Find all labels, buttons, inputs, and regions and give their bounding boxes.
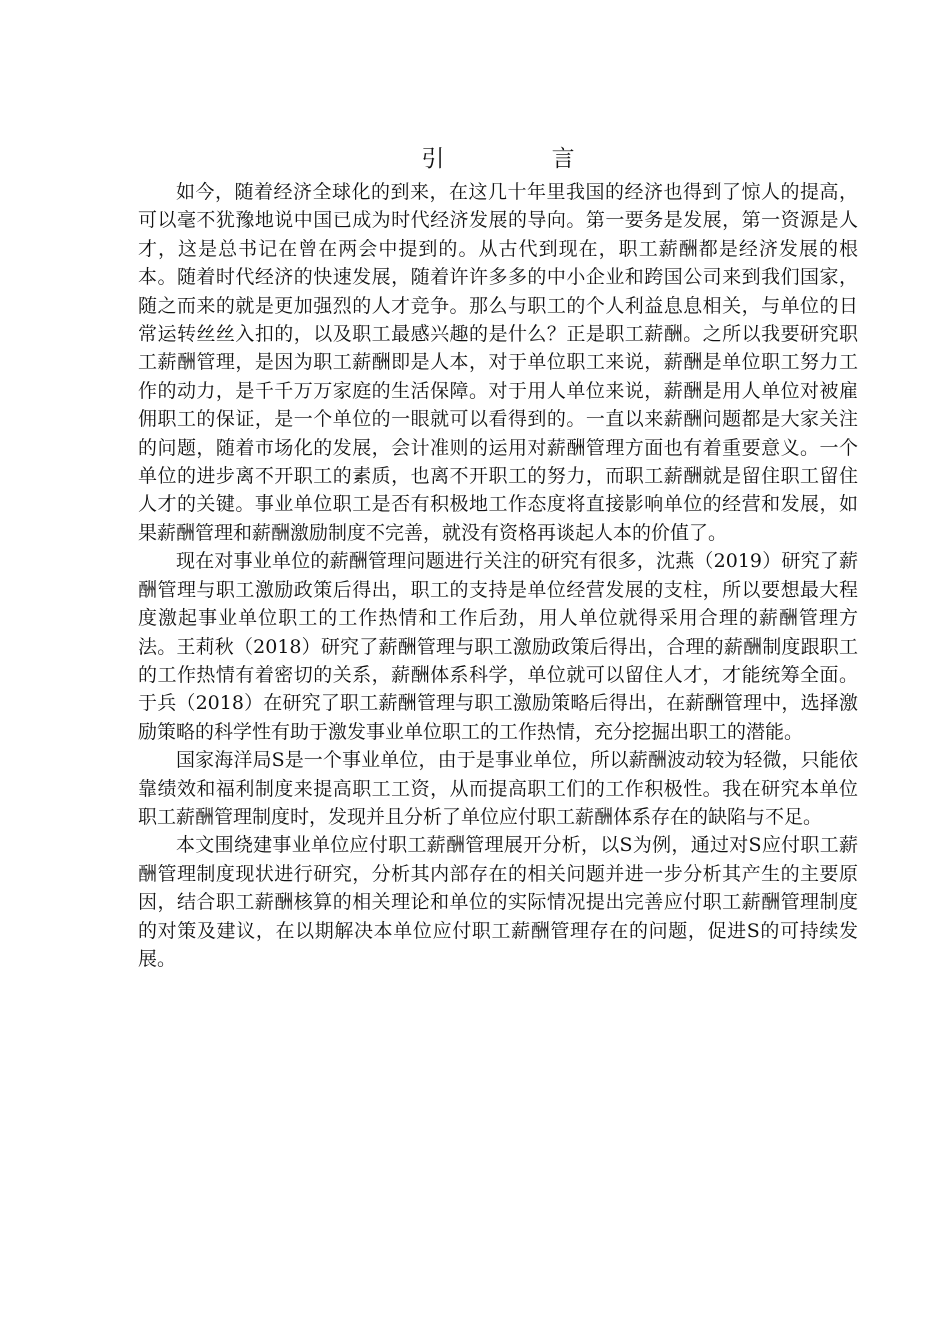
document-body [138, 140, 858, 973]
paragraph-background: 国家海洋局S是一个事业单位，由于是事业单位，所以薪酬波动较为轻微，只能依靠绩效和福利制度来提高职工工资，从而提高职工们的工作积极性。我在研究本单位职工薪酬管理制度时，发现并且分析了单位应付职工薪酬体系存在的缺陷与不足。 [138, 749, 858, 828]
paragraph-purpose: 本文围绕建事业单位应付职工薪酬管理展开分析，以S为例，通过对S应付职工薪酬管理制度现状进行研究，分析其内部存在的相关问题并进一步分析其产生的主要原因，结合职工薪酬核算的相关理论和单位的实际情况提出完善应付职工薪酬管理制度的对策及建议，在以期解决本单位应付职工薪酬管理存在的问题，促进S的可持续发展。 [138, 834, 858, 970]
paragraph-intro: 如今，随着经济全球化的到来，在这几十年里我国的经济也得到了惊人的提高，可以毫不犹豫地说中国已成为时代经济发展的导向。第一要务是发展，第一资源是人才，这是总书记在曾在两会中提到的。从古代到现在，职工薪酬都是经济发展的根本。随着时代经济的快速发展，随着许许多多的中小企业和跨国公司来到我们国家，随之而来的就是更加强烈的人才竞争。那么与职工的个人利益息息相关，与单位的日常运转丝丝入扣的，以及职工最感兴趣的是什么？正是职工薪酬。之所以我要研究职工薪酬管理，是因为职工薪酬即是人本，对于单位职工来说，薪酬是单位职工努力工作的动力，是千千万万家庭的生活保障。对于用人单位来说，薪酬是用人单位对被雇佣职工的保证，是一个单位的一眼就可以看得到的。一直以来薪酬问题都是大家关注的问题，随着市场化的发展，会计准则的运用对薪酬管理方面也有着重要意义。一个单位的进步离不开职工的素质，也离不开职工的努力，而职工薪酬就是留住职工留住人才的关键。事业单位职工是否有积极地工作态度将直接影响单位的经营和发展，如果薪酬管理和薪酬激励制度不完善，就没有资格再谈起人本的价值了。 [138, 181, 858, 544]
paragraph-literature: 现在对事业单位的薪酬管理问题进行关注的研究有很多，沈燕（2019）研究了薪酬管理与职工激励政策后得出，职工的支持是单位经营发展的支柱，所以要想最大程度激起事业单位职工的工作热情和工作后劲，用人单位就得采用合理的薪酬管理方法。王莉秋（2018）研究了薪酬管理与职工激励政策后得出，合理的薪酬制度跟职工的工作热情有着密切的关系，薪酬体系科学，单位就可以留住人才，才能统筹全面。于兵（2018）在研究了职工薪酬管理与职工激励策略后得出，在薪酬管理中，选择激励策略的科学性有助于激发事业单位职工的工作热情，充分挖掘出职工的潜能。 [138, 550, 858, 743]
section-title: 引 言 [421, 146, 625, 172]
